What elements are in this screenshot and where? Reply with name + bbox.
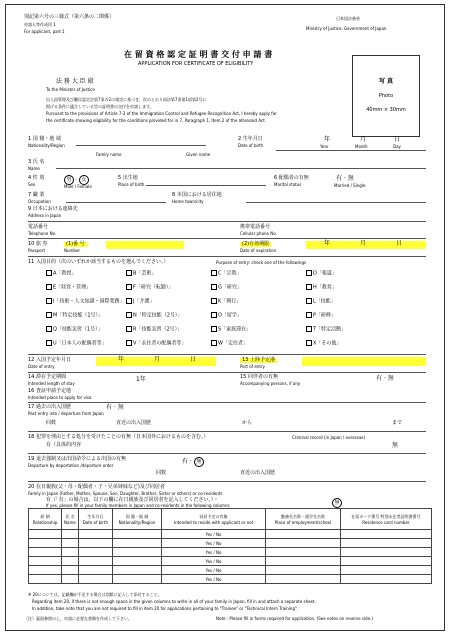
table-row (29, 575, 432, 584)
col-reside-en: Intended to reside with applicant or not (173, 519, 254, 525)
purpose-option[interactable] (211, 270, 242, 277)
history-to: まで (392, 420, 403, 426)
deport-recent: 直近の出入国歴 (240, 470, 276, 476)
photo-box[interactable] (352, 55, 420, 137)
marital-options[interactable]: 有 · 無 (336, 175, 354, 182)
married-en: Married (334, 183, 350, 188)
marital-has[interactable]: 有 (336, 175, 343, 182)
col-relationship (29, 509, 62, 530)
history-recent: 直近の出入国歴 (116, 420, 152, 426)
sex-options[interactable]: 男 · 女 (64, 175, 89, 185)
nationality-label: 1 国 籍・地 域 (28, 136, 61, 142)
purpose-option-label: V「永住者の配偶者等」 (133, 340, 187, 347)
nationality-field[interactable] (76, 145, 206, 146)
col-reside-label: 同居予定の有無 (199, 513, 228, 519)
col-employment (266, 509, 341, 530)
table-cell[interactable] (29, 539, 62, 548)
purpose-option-label: E「経営・管理」 (53, 284, 92, 291)
table-cell[interactable] (340, 575, 431, 584)
companion-label-en: Accompanying persons, if any (240, 381, 301, 386)
table-row (29, 548, 432, 557)
table-cell[interactable] (266, 530, 341, 539)
purpose-checkbox[interactable] (211, 340, 217, 346)
table-cell[interactable] (112, 566, 161, 575)
col-reside (161, 509, 265, 530)
purpose-option-label: I「技術・人文知識・国際業務」 (53, 298, 125, 305)
purpose-checkbox[interactable] (46, 298, 52, 304)
purpose-option[interactable] (211, 298, 241, 305)
dob-month-en: Month (355, 144, 368, 149)
purpose-option[interactable] (46, 326, 103, 333)
family-question-en: If yes, please fill in your family members in Japan and co-residents in the following columns (46, 503, 230, 508)
male-option[interactable]: 男 (64, 175, 74, 185)
purpose-option[interactable] (126, 340, 186, 347)
table-cell[interactable] (78, 566, 112, 575)
passport-label-en: Passport (28, 248, 46, 253)
purpose-checkbox[interactable] (306, 312, 312, 318)
table-cell[interactable] (62, 539, 79, 548)
purpose-checkbox[interactable] (126, 340, 132, 346)
dob-day-en: Day (393, 144, 401, 149)
footnote-4: （注）裏面参照の上，申請に必要な書類を作成して下さい。 (24, 616, 132, 621)
table-cell[interactable] (266, 566, 341, 575)
purpose-option-label: H「教育」 (313, 284, 337, 291)
purpose-option[interactable] (306, 340, 341, 347)
table-cell[interactable] (161, 566, 265, 575)
ministry-en: Ministry of Justice, Government of Japan (306, 26, 387, 31)
mobile-label: 携帯電話番号 (240, 224, 271, 230)
table-cell[interactable] (62, 548, 79, 557)
col-relationship-en: Relationship (32, 519, 58, 525)
table-cell[interactable] (29, 557, 62, 566)
table-cell[interactable] (161, 548, 265, 557)
ministry-jp: 日本国法務省 (336, 16, 360, 21)
table-cell[interactable] (340, 539, 431, 548)
purpose-option[interactable] (46, 340, 107, 347)
history-from: から (242, 420, 253, 426)
table-cell[interactable] (62, 557, 79, 566)
col-dob (78, 509, 112, 530)
companion-label: 15 同伴者の有無 (240, 374, 278, 380)
table-cell[interactable] (112, 575, 161, 584)
table-row (29, 557, 432, 566)
purpose-checkbox[interactable] (211, 284, 217, 290)
purpose-option-label: Q「技能実習（1号）」 (53, 326, 103, 333)
table-cell[interactable] (161, 575, 265, 584)
expiry-month: 月 (360, 240, 367, 247)
sex-label-en: Sex (28, 182, 36, 187)
deport-none[interactable]: 無 (194, 457, 204, 467)
sex-options-en: Male / Female (64, 184, 92, 189)
passport-number-input[interactable] (106, 241, 184, 249)
addressee-en: To the Minister of Justice (46, 87, 95, 92)
deport-label-en: Departure by deportation /departure order (28, 463, 114, 468)
passport-expiry-label: (2)有効期限 (242, 241, 270, 247)
dob-label-en: Date of birth (238, 143, 264, 148)
purpose-option[interactable] (126, 284, 173, 291)
birthplace-field[interactable] (146, 185, 266, 186)
sex-label: 4 性 別 (28, 175, 45, 181)
purpose-option[interactable] (46, 298, 124, 305)
col-residence-card (340, 509, 431, 530)
criminal-row-line (28, 453, 426, 454)
purpose-checkbox[interactable] (211, 312, 217, 318)
col-dob-en: Date of birth (82, 519, 109, 525)
purpose-checkbox[interactable] (46, 312, 52, 318)
stay-label-en: Intended length of stay (28, 381, 75, 386)
female-en: Female (77, 184, 92, 189)
purpose-option[interactable] (306, 270, 337, 277)
col-residence-card-en: Residence card number (362, 519, 410, 525)
col-nationality-en: Nationality/Region (118, 519, 156, 525)
hometown-label: 8 本国における居住地 (172, 192, 222, 198)
form-sub: 申請人等作成用 1 (24, 22, 56, 27)
form-title: 別記第六号の三様式（第六条の二関係） (24, 14, 115, 20)
purpose-checkbox[interactable] (211, 326, 217, 332)
table-cell[interactable] (78, 557, 112, 566)
application-form-page (5, 4, 445, 631)
name-label-en: Name (28, 166, 40, 171)
phone-label-en: Telephone No. (28, 231, 57, 236)
deport-options[interactable]: 有 · 無 (182, 457, 204, 467)
col-employment-label: 勤務先名称・通学先名称 (280, 513, 325, 519)
history-none[interactable]: 無 (117, 404, 124, 411)
table-cell[interactable] (78, 539, 112, 548)
purpose-option[interactable] (126, 270, 156, 277)
address-field[interactable] (28, 221, 426, 222)
family-none-circle[interactable]: 無 (332, 498, 342, 508)
purpose-option-label: C「宗教」 (218, 270, 242, 277)
table-row (29, 530, 432, 539)
stay-value[interactable]: 1年 (136, 376, 146, 383)
col-name-label: 氏 名 (65, 513, 75, 519)
purpose-checkbox[interactable] (306, 298, 312, 304)
purpose-option-label: P「研修」 (313, 312, 337, 319)
occupation-label: 7 職 業 (28, 192, 45, 198)
male-en: Male (64, 184, 74, 189)
visa-place-label-en: Intended place to apply for visa (28, 395, 92, 400)
passport-label: 10 旅 券 (28, 241, 48, 247)
table-cell[interactable] (29, 566, 62, 575)
dob-year-en: Year (320, 144, 329, 149)
purpose-option-label: X「その他」 (313, 340, 342, 347)
purpose-checkbox[interactable] (46, 270, 52, 276)
criminal-none[interactable]: 無 (392, 442, 399, 449)
addressee-jp: 法 務 大 臣 殿 (56, 78, 94, 85)
table-cell[interactable] (266, 539, 341, 548)
expiry-day: 日 (396, 240, 403, 247)
port-label: 13 上陸予定港 (242, 357, 275, 363)
purpose-checkbox[interactable] (46, 340, 52, 346)
photo-label-en: Photo (378, 93, 394, 99)
col-name-en: Name (64, 519, 76, 525)
port-input[interactable] (302, 357, 426, 366)
purpose-checkbox[interactable] (211, 270, 217, 276)
purpose-option-label: J「介護」 (133, 298, 155, 305)
occupation-label-en: Occupation (28, 199, 51, 204)
table-cell[interactable] (161, 530, 265, 539)
history-count: 回数 (46, 420, 57, 426)
family-table (28, 508, 432, 584)
history-label-en: Past entry into / departure from Japan (28, 411, 104, 416)
purpose-option[interactable] (46, 284, 91, 291)
col-nationality (112, 509, 161, 530)
entry-row-line (28, 372, 426, 373)
table-cell[interactable] (266, 575, 341, 584)
purpose-option-label: R「技能実習（2号）」 (133, 326, 183, 333)
purpose-checkbox[interactable] (126, 312, 132, 318)
purpose-option[interactable] (46, 270, 76, 277)
mobile-label-en: Cellular phone No. (240, 231, 277, 236)
reside-yes-no[interactable]: Yes / No (205, 558, 222, 564)
col-nationality-label: 国 籍・地 域 (125, 513, 149, 519)
purpose-option-label: K「興行」 (218, 298, 242, 305)
female-option[interactable]: 女 (79, 175, 89, 185)
companion-options[interactable]: 有 · 無 (376, 375, 394, 382)
table-cell[interactable] (78, 548, 112, 557)
photo-label-jp: 写 真 (378, 78, 394, 85)
purpose-option[interactable] (306, 326, 346, 333)
family-table-body (29, 530, 432, 584)
purpose-option-label: L「技能」 (313, 298, 336, 305)
purpose-option[interactable] (46, 312, 103, 319)
expiry-year: 年 (324, 240, 331, 247)
purpose-option-label: D「報道」 (313, 270, 337, 277)
history-has[interactable]: 有 (106, 404, 113, 411)
purpose-option-label: M「特定技能（1号）」 (53, 312, 103, 319)
port-label-en: Port of entry (240, 364, 265, 369)
purpose-checkbox[interactable] (46, 326, 52, 332)
col-residence-card-label: 在留カード番号 特別永住者証明書番号 (351, 513, 421, 519)
table-cell[interactable] (29, 575, 62, 584)
table-cell[interactable] (161, 539, 265, 548)
entry-date-label: 12 入国予定年月日 (28, 357, 71, 363)
purpose-option-label: A「教授」 (53, 270, 77, 277)
criminal-label-en: Criminal record (in Japan / overseas) (292, 435, 366, 440)
companion-has[interactable]: 有 (376, 375, 383, 382)
purpose-option-label: U「日本人の配偶者等」 (53, 340, 107, 347)
purpose-option-label: N「特定技能（2号）」 (133, 312, 183, 319)
table-row (29, 566, 432, 575)
passport-expiry-input[interactable] (306, 241, 426, 249)
marital-options-en: Married / Single (334, 183, 366, 188)
photo-size: 40mm × 30mm (366, 107, 406, 113)
hometown-label-en: Home town/city (172, 199, 204, 204)
purpose-checkbox[interactable] (126, 270, 132, 276)
table-cell[interactable] (112, 530, 161, 539)
phone-label: 電話番号 (28, 224, 49, 230)
purpose-option[interactable] (211, 326, 251, 333)
purpose-option-label: G「研究」 (218, 284, 242, 291)
history-options[interactable]: 有 · 無 (106, 404, 124, 411)
deport-label: 19 退去強制又は出国命令による出国の有無 (28, 456, 126, 462)
footnote-5: Note : Please fill in forms required for application. (See notes on reverse side.) (216, 616, 373, 621)
purpose-label: 11 入国目的（次のいずれか該当するものを選んでください。） (28, 259, 169, 265)
name-field[interactable] (56, 168, 426, 169)
purpose-option-label: O「留学」 (218, 312, 242, 319)
entry-date-input[interactable] (96, 357, 216, 366)
family-none[interactable] (332, 498, 342, 508)
table-cell[interactable] (340, 530, 431, 539)
visa-place-line[interactable] (28, 402, 426, 403)
purpose-option-label: T「特定活動」 (313, 326, 347, 333)
purpose-checkbox[interactable] (306, 270, 312, 276)
table-row (29, 539, 432, 548)
phone-row-line (28, 238, 426, 239)
table-cell[interactable] (112, 539, 161, 548)
footnote-1: ※ 20については，記載欄が不足する場合は別紙に記入して添付すること。 (28, 592, 162, 597)
passport-number-label: (1)番 号 (66, 241, 85, 247)
birthplace-label-en: Place of birth (118, 182, 145, 187)
marital-label: 6 配偶者の有無 (274, 175, 309, 181)
intro-line1: 出入国管理及び難民認定法第7条の2の規定に基づき，次のとおり同法第7条第1項第2号に (46, 97, 207, 102)
col-dob-label: 生年月日 (87, 513, 104, 519)
intro-line2: 掲げる条件に適合している旨の証明書の交付を申請します。 (46, 104, 154, 109)
purpose-option-label: B「芸術」 (133, 270, 157, 277)
table-cell[interactable] (340, 548, 431, 557)
purpose-label-en: Purpose of entry: check one of the followings (216, 260, 307, 265)
purpose-option-label: S「家族滞在」 (218, 326, 252, 333)
passport-row-line (28, 256, 426, 257)
intro-line4: the certificate showing eligibility for the conditions provided for in 7, Paragraph 1, Item 2 of the aforesaid Act. (46, 118, 267, 123)
purpose-option[interactable] (211, 284, 242, 291)
entry-day: 日 (190, 356, 197, 363)
table-cell[interactable] (62, 530, 79, 539)
family-table-header (29, 509, 432, 530)
purpose-checkbox[interactable] (46, 284, 52, 290)
reside-yes-no[interactable]: Yes / No (205, 549, 222, 555)
col-relationship-label: 続 柄 (40, 513, 50, 519)
purpose-option[interactable] (211, 312, 242, 319)
criminal-detail[interactable]: 有（具体的内容 (46, 442, 82, 448)
table-cell[interactable] (340, 557, 431, 566)
footnote-3: In addition, take note that you are not required to fill in item 20 for applications pertaining to "Trainee" or "Technical Intern Training". (32, 606, 299, 611)
purpose-option-label: F「研究（転勤）」 (133, 284, 174, 291)
table-cell[interactable] (29, 530, 62, 539)
passport-number-label-en: Number (64, 248, 81, 253)
table-cell[interactable] (266, 548, 341, 557)
table-cell[interactable] (78, 575, 112, 584)
purpose-option[interactable] (126, 312, 182, 319)
purpose-checkbox[interactable] (306, 340, 312, 346)
table-cell[interactable] (29, 548, 62, 557)
footnote-2: Regarding item 20, if there is not enough space in the given columns to write in all of your family in Japan, fill in and attach a separate sheet. (32, 599, 316, 604)
purpose-option[interactable] (211, 340, 248, 347)
col-employment-en: Place of employment/school (274, 519, 332, 525)
purpose-checkbox[interactable] (126, 326, 132, 332)
title-en: APPLICATION FOR CERTIFICATE OF ELIGIBILITY (138, 61, 254, 67)
purpose-checkbox[interactable] (126, 298, 132, 304)
table-cell[interactable] (340, 566, 431, 575)
stay-label: 14 滞在予定期間 (28, 374, 66, 380)
single-en: Single (353, 183, 366, 188)
entry-year: 年 (118, 356, 125, 363)
reside-yes-no[interactable]: Yes / No (205, 531, 222, 537)
purpose-option[interactable] (306, 298, 336, 305)
purpose-option[interactable] (306, 312, 336, 319)
deport-count: 回数 (156, 470, 167, 476)
table-cell[interactable] (266, 557, 341, 566)
family-question: 有（「有」の場合は，以下の欄に在日親族及び同居者を記入してください。）・ (46, 497, 219, 503)
given-name-label: Given name (186, 152, 211, 157)
table-cell[interactable] (112, 557, 161, 566)
purpose-row-line (28, 354, 426, 355)
family-label: 20 在日親族(父・母・配偶者・子・兄弟姉妹など)及び同居者 (28, 484, 165, 490)
purpose-option-label: W「定住者」 (218, 340, 248, 347)
dob-field[interactable] (276, 150, 426, 151)
table-cell[interactable] (62, 575, 79, 584)
entry-month: 月 (154, 356, 161, 363)
birthplace-label: 5 出生地 (118, 175, 138, 181)
history-row-line (28, 431, 426, 432)
purpose-option[interactable] (306, 284, 337, 291)
family-name-label: Family name (96, 152, 122, 157)
reside-yes-no[interactable]: Yes / No (205, 576, 222, 582)
name-label: 3 氏 名 (28, 159, 45, 165)
purpose-checkbox[interactable] (126, 284, 132, 290)
reside-yes-no[interactable]: Yes / No (205, 540, 222, 546)
purpose-checkbox[interactable] (306, 326, 312, 332)
companion-none[interactable]: 無 (387, 375, 394, 382)
title-jp: 在 留 資 格 認 定 証 明 書 交 付 申 請 書 (124, 50, 273, 59)
reside-yes-no[interactable]: Yes / No (205, 567, 222, 573)
address-label-en: Address in Japan (28, 213, 62, 218)
address-label: 9 日本における連絡先 (28, 206, 78, 212)
visa-place-label: 16 査証申請予定地 (28, 388, 71, 394)
dob-label: 2 生年月日 (238, 136, 263, 142)
occupation-field[interactable] (66, 202, 166, 203)
table-cell[interactable] (62, 566, 79, 575)
dob-month: 月 (360, 136, 367, 143)
form-sub-en: For applicant, part 1 (24, 29, 65, 34)
table-cell[interactable] (161, 557, 265, 566)
table-cell[interactable] (78, 530, 112, 539)
purpose-checkbox[interactable] (306, 284, 312, 290)
purpose-option[interactable] (126, 298, 154, 305)
family-label-en: Family in Japan (Father, Mother, Spouse, Son, Daughter, Brother, Sister or others) or co-residents (28, 491, 223, 496)
criminal-label: 18 犯罪を理由とする処分を受けたことの有無（日本国外におけるものを含む。） (28, 434, 209, 440)
passport-expiry-label-en: Date of expiration (240, 248, 277, 253)
marital-label-en: Marital status (274, 182, 302, 187)
table-cell[interactable] (112, 548, 161, 557)
deport-row-line (28, 481, 426, 482)
col-name (62, 509, 79, 530)
marital-none[interactable]: 無 (347, 175, 354, 182)
nationality-label-en: Nationality/Region (28, 143, 65, 148)
hometown-field[interactable] (246, 202, 426, 203)
purpose-checkbox[interactable] (211, 298, 217, 304)
dob-day: 日 (394, 136, 401, 143)
deport-has[interactable]: 有 (182, 458, 189, 465)
entry-date-label-en: Date of entry (28, 364, 55, 369)
history-label: 17 過去の出入国歴 (28, 404, 71, 410)
dob-year: 年 (324, 136, 331, 143)
intro-line3: Pursuant to the provisions of Article 7-2 of the Immigration Control and Refugee Recognition Act, I hereby apply for (46, 111, 277, 116)
purpose-option[interactable] (126, 326, 182, 333)
